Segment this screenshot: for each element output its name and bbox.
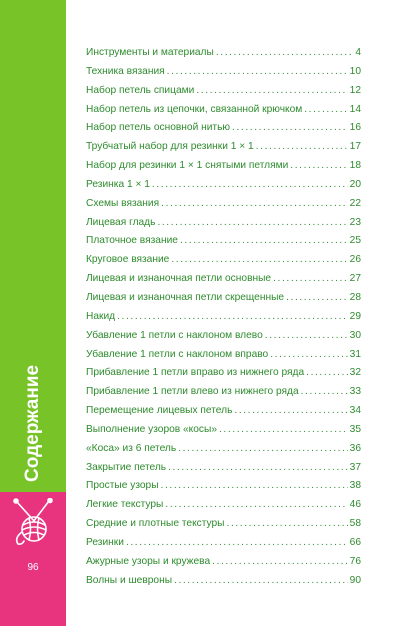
toc-entry[interactable]	[86, 330, 361, 349]
toc-entry-title: Лицевая и изнаночная петли скрещенные	[86, 291, 285, 303]
toc-leader-dots	[161, 198, 348, 209]
toc-entry[interactable]	[86, 235, 361, 254]
toc-entry[interactable]	[86, 480, 361, 499]
toc-entry-page: 58	[349, 518, 361, 530]
toc-entry[interactable]	[86, 66, 361, 85]
toc-entry-title: Лицевая и изнаночная петли основные	[86, 273, 272, 285]
toc-entry-page: 12	[349, 84, 361, 96]
toc-leader-dots	[180, 235, 348, 246]
toc-entry-title: Ажурные узоры и кружева	[86, 555, 211, 567]
section-title: Содержание	[22, 364, 43, 482]
toc-entry-title: Набор петель основной нитью	[86, 122, 231, 134]
toc-leader-dots	[178, 443, 347, 454]
toc-entry-title: Волны и шевроны	[86, 574, 173, 586]
toc-entry-page: 26	[349, 254, 361, 266]
toc-entry-title: Прибавление 1 петли вправо из нижнего ряда	[86, 367, 305, 379]
toc-entry[interactable]	[86, 47, 361, 66]
table-of-contents	[86, 47, 361, 593]
toc-entry-page: 37	[349, 461, 361, 473]
toc-leader-dots	[256, 141, 348, 152]
toc-entry[interactable]	[86, 311, 361, 330]
toc-entry-page: 22	[349, 197, 361, 209]
toc-entry[interactable]	[86, 122, 361, 141]
toc-leader-dots	[232, 122, 348, 133]
toc-entry[interactable]	[86, 386, 361, 405]
toc-leader-dots	[290, 160, 347, 171]
toc-entry-page: 20	[349, 178, 361, 190]
toc-entry-title: Трубчатый набор для резинки 1 × 1	[86, 141, 254, 153]
toc-entry-page: 36	[349, 442, 361, 454]
toc-entry-title: Инструменты и материалы	[86, 47, 214, 58]
toc-entry-title: Техника вязания	[86, 65, 165, 77]
toc-leader-dots	[157, 217, 347, 228]
toc-entry[interactable]	[86, 349, 361, 368]
toc-entry[interactable]	[86, 179, 361, 198]
toc-entry-title: Убавление 1 петли с наклоном вправо	[86, 348, 269, 360]
toc-leader-dots	[168, 462, 348, 473]
toc-entry-title: Убавление 1 петли с наклоном влево	[86, 329, 263, 341]
toc-entry[interactable]	[86, 104, 361, 123]
toc-entry-page: 33	[349, 386, 361, 398]
toc-leader-dots	[161, 480, 348, 491]
toc-leader-dots	[306, 367, 348, 378]
toc-entry-page: 14	[349, 103, 361, 115]
yarn-ball-needles-icon	[9, 498, 59, 546]
toc-entry-title: Закрытие петель	[86, 461, 167, 473]
toc-entry-title: Резинка 1 × 1	[86, 178, 150, 190]
toc-entry-page: 35	[349, 423, 361, 435]
toc-entry[interactable]	[86, 254, 361, 273]
toc-leader-dots	[234, 405, 347, 416]
toc-entry-page: 25	[349, 235, 361, 247]
toc-entry[interactable]	[86, 556, 361, 575]
toc-leader-dots	[273, 273, 348, 284]
toc-entry-page: 27	[349, 273, 361, 285]
toc-leader-dots	[212, 556, 348, 567]
toc-entry-page: 66	[349, 536, 361, 548]
toc-entry[interactable]	[86, 575, 361, 594]
toc-entry-page: 23	[349, 216, 361, 228]
toc-entry-title: Средние и плотные текстуры	[86, 518, 225, 530]
toc-entry-title: Прибавление 1 петли влево из нижнего ряда	[86, 386, 299, 398]
page-number: 96	[27, 562, 39, 573]
toc-entry-page: 46	[349, 499, 361, 511]
toc-leader-dots	[219, 424, 348, 435]
toc-entry-title: Платочное вязание	[86, 235, 178, 247]
toc-entry-page: 10	[349, 65, 361, 77]
toc-entry-page: 30	[349, 329, 361, 341]
toc-leader-dots	[174, 575, 348, 586]
toc-leader-dots	[265, 330, 348, 341]
toc-entry[interactable]	[86, 160, 361, 179]
toc-entry[interactable]	[86, 367, 361, 386]
toc-leader-dots	[286, 292, 348, 303]
toc-entry-page: 28	[349, 291, 361, 303]
toc-entry[interactable]	[86, 141, 361, 160]
toc-entry-page: 29	[349, 310, 361, 322]
toc-entry[interactable]	[86, 292, 361, 311]
toc-leader-dots	[301, 386, 348, 397]
toc-entry[interactable]	[86, 537, 361, 556]
toc-entry-title: Круговое вязание	[86, 254, 170, 266]
toc-entry-title: Резинки	[86, 536, 124, 548]
toc-entry-page: 34	[349, 405, 361, 417]
toc-entry-title: Выполнение узоров «косы»	[86, 423, 217, 435]
toc-entry[interactable]	[86, 198, 361, 217]
toc-entry-title: Легкие текстуры	[86, 499, 164, 511]
toc-leader-dots	[270, 349, 347, 360]
toc-entry-title: Лицевая гладь	[86, 216, 156, 228]
toc-entry[interactable]	[86, 443, 361, 462]
toc-leader-dots	[126, 537, 348, 548]
toc-entry-page: 18	[349, 160, 361, 172]
toc-entry-page: 31	[349, 348, 361, 360]
toc-entry-title: Перемещение лицевых петель	[86, 405, 233, 417]
toc-entry-page: 76	[349, 555, 361, 567]
toc-entry-title: Простые узоры	[86, 480, 159, 492]
toc-entry[interactable]	[86, 499, 361, 518]
toc-entry-page: 32	[349, 367, 361, 379]
toc-leader-dots	[165, 499, 347, 510]
toc-entry-title: «Коса» из 6 петель	[86, 442, 177, 454]
toc-entry[interactable]	[86, 462, 361, 481]
toc-entry[interactable]	[86, 85, 361, 104]
toc-entry-title: Набор петель из цепочки, связанной крючком	[86, 103, 303, 115]
toc-leader-dots	[152, 179, 348, 190]
toc-entry[interactable]	[86, 424, 361, 443]
toc-entry-page: 4	[355, 47, 361, 58]
toc-entry-page: 90	[349, 574, 361, 586]
toc-entry[interactable]	[86, 273, 361, 292]
toc-leader-dots	[167, 66, 348, 77]
toc-entry[interactable]	[86, 405, 361, 424]
toc-entry[interactable]	[86, 217, 361, 236]
toc-leader-dots	[227, 518, 348, 529]
toc-entry-title: Накид	[86, 310, 116, 322]
toc-entry-page: 38	[349, 480, 361, 492]
toc-entry-page: 16	[349, 122, 361, 134]
toc-leader-dots	[171, 254, 347, 265]
toc-entry-title: Схемы вязания	[86, 197, 160, 209]
toc-leader-dots	[216, 47, 354, 58]
toc-entry-title: Набор петель спицами	[86, 84, 195, 96]
toc-entry-title: Набор для резинки 1 × 1 снятыми петлями	[86, 160, 289, 172]
toc-leader-dots	[304, 104, 347, 115]
toc-leader-dots	[117, 311, 348, 322]
toc-entry[interactable]	[86, 518, 361, 537]
toc-leader-dots	[196, 85, 347, 96]
toc-entry-page: 17	[349, 141, 361, 153]
